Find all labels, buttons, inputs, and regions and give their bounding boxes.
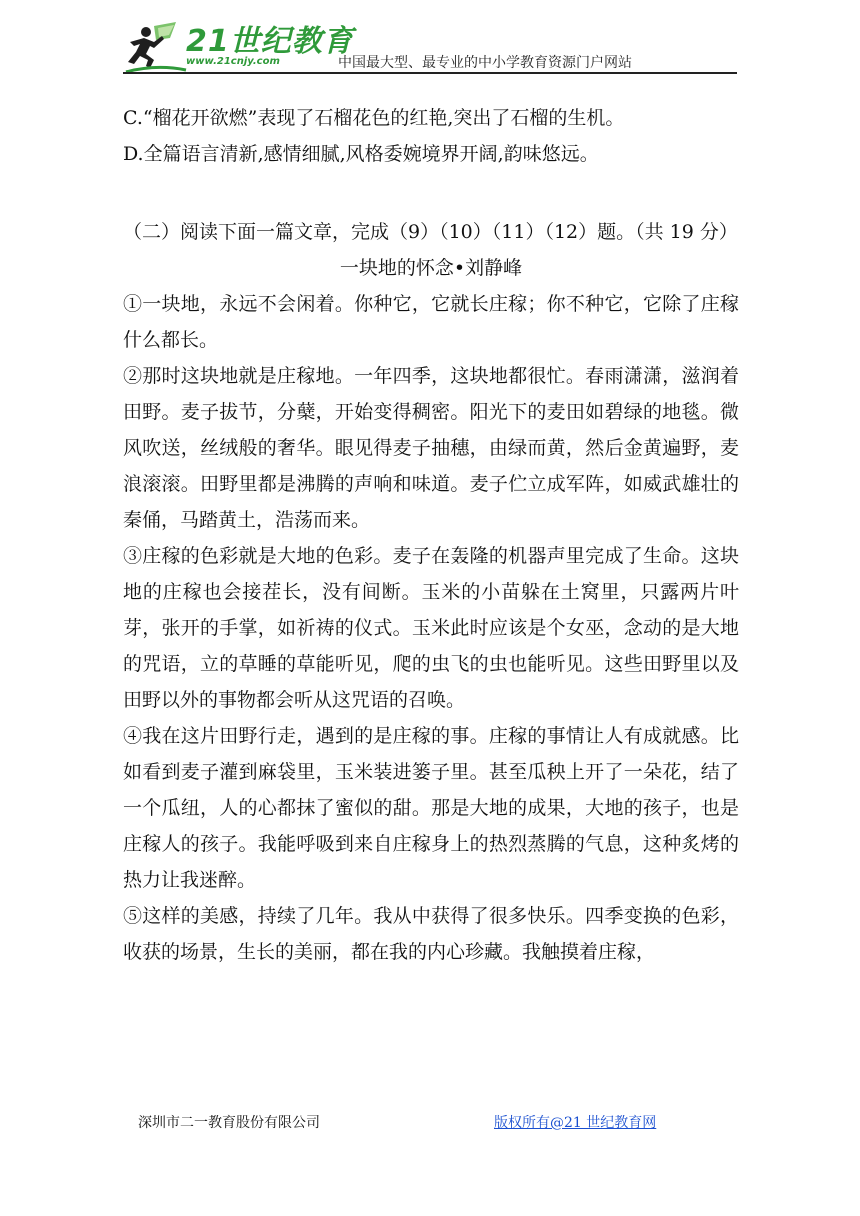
footer-company: 深圳市二一教育股份有限公司 <box>138 1115 320 1131</box>
paragraph-1: ①一块地，永远不会闲着。你种它，它就长庄稼；你不种它，它除了庄稼什么都长。 <box>123 293 739 351</box>
paragraph-5: ⑤这样的美感，持续了几年。我从中获得了很多快乐。四季变换的色彩，收获的场景，生长的美丽，都在我的内心珍藏。我触摸着庄稼， <box>123 905 739 963</box>
paragraph-3: ③庄稼的色彩就是大地的色彩。麦子在轰隆的机器声里完成了生命。这块地的庄稼也会接茬长，没有间断。玉米的小苗躲在土窝里，只露两片叶芽，张开的手掌，如祈祷的仪式。玉米此时应该是个女巫，念动的是大地的咒语，立的草睡的草能听见，爬的虫飞的虫也能听见。这些田野里以及田野以外的事物都会听从这咒语的召唤。 <box>123 545 739 711</box>
runner-logo-icon <box>124 20 188 76</box>
article-title: 一块地的怀念•刘静峰 <box>339 257 523 279</box>
option-c: C.“榴花开欲燃”表现了石榴花色的红艳,突出了石榴的生机。 <box>123 107 625 129</box>
option-d: D.全篇语言清新,感情细腻,风格委婉境界开阔,韵味悠远。 <box>123 143 599 165</box>
page-header <box>0 0 860 80</box>
paragraph-4: ④我在这片田野行走，遇到的是庄稼的事。庄稼的事情让人有成就感。比如看到麦子灌到麻袋里，玉米装进篓子里。甚至瓜秧上开了一朵花，结了一个瓜纽，人的心都抹了蜜似的甜。那是大地的成果，大地的孩子，也是庄稼人的孩子。我能呼吸到来自庄稼身上的热烈蒸腾的气息，这种炙烤的热力让我迷醉。 <box>123 725 739 891</box>
document-body <box>123 100 739 970</box>
site-tagline: 中国最大型、最专业的中小学教育资源门户网站 <box>338 55 632 71</box>
footer-copyright-link[interactable]: 版权所有@21 世纪教育网 <box>494 1115 657 1131</box>
header-divider <box>123 72 737 74</box>
logo-url: www.21cnjy.com <box>186 56 280 67</box>
spacer <box>123 172 739 214</box>
section-intro: （二）阅读下面一篇文章，完成（9）（10）（11）（12）题。（共 19 分） <box>123 221 738 243</box>
page-footer <box>0 1112 860 1142</box>
logo-text: 21世纪教育 <box>186 24 354 59</box>
site-logo[interactable] <box>124 20 354 76</box>
paragraph-2: ②那时这块地就是庄稼地。一年四季，这块地都很忙。春雨潇潇，滋润着田野。麦子拔节，分蘖，开始变得稠密。阳光下的麦田如碧绿的地毯。微风吹送，丝绒般的奢华。眼见得麦子抽穗，由绿而黄，然后金黄遍野，麦浪滚滚。田野里都是沸腾的声响和味道。麦子伫立成军阵，如威武雄壮的秦俑，马踏黄土，浩荡而来。 <box>123 365 739 531</box>
